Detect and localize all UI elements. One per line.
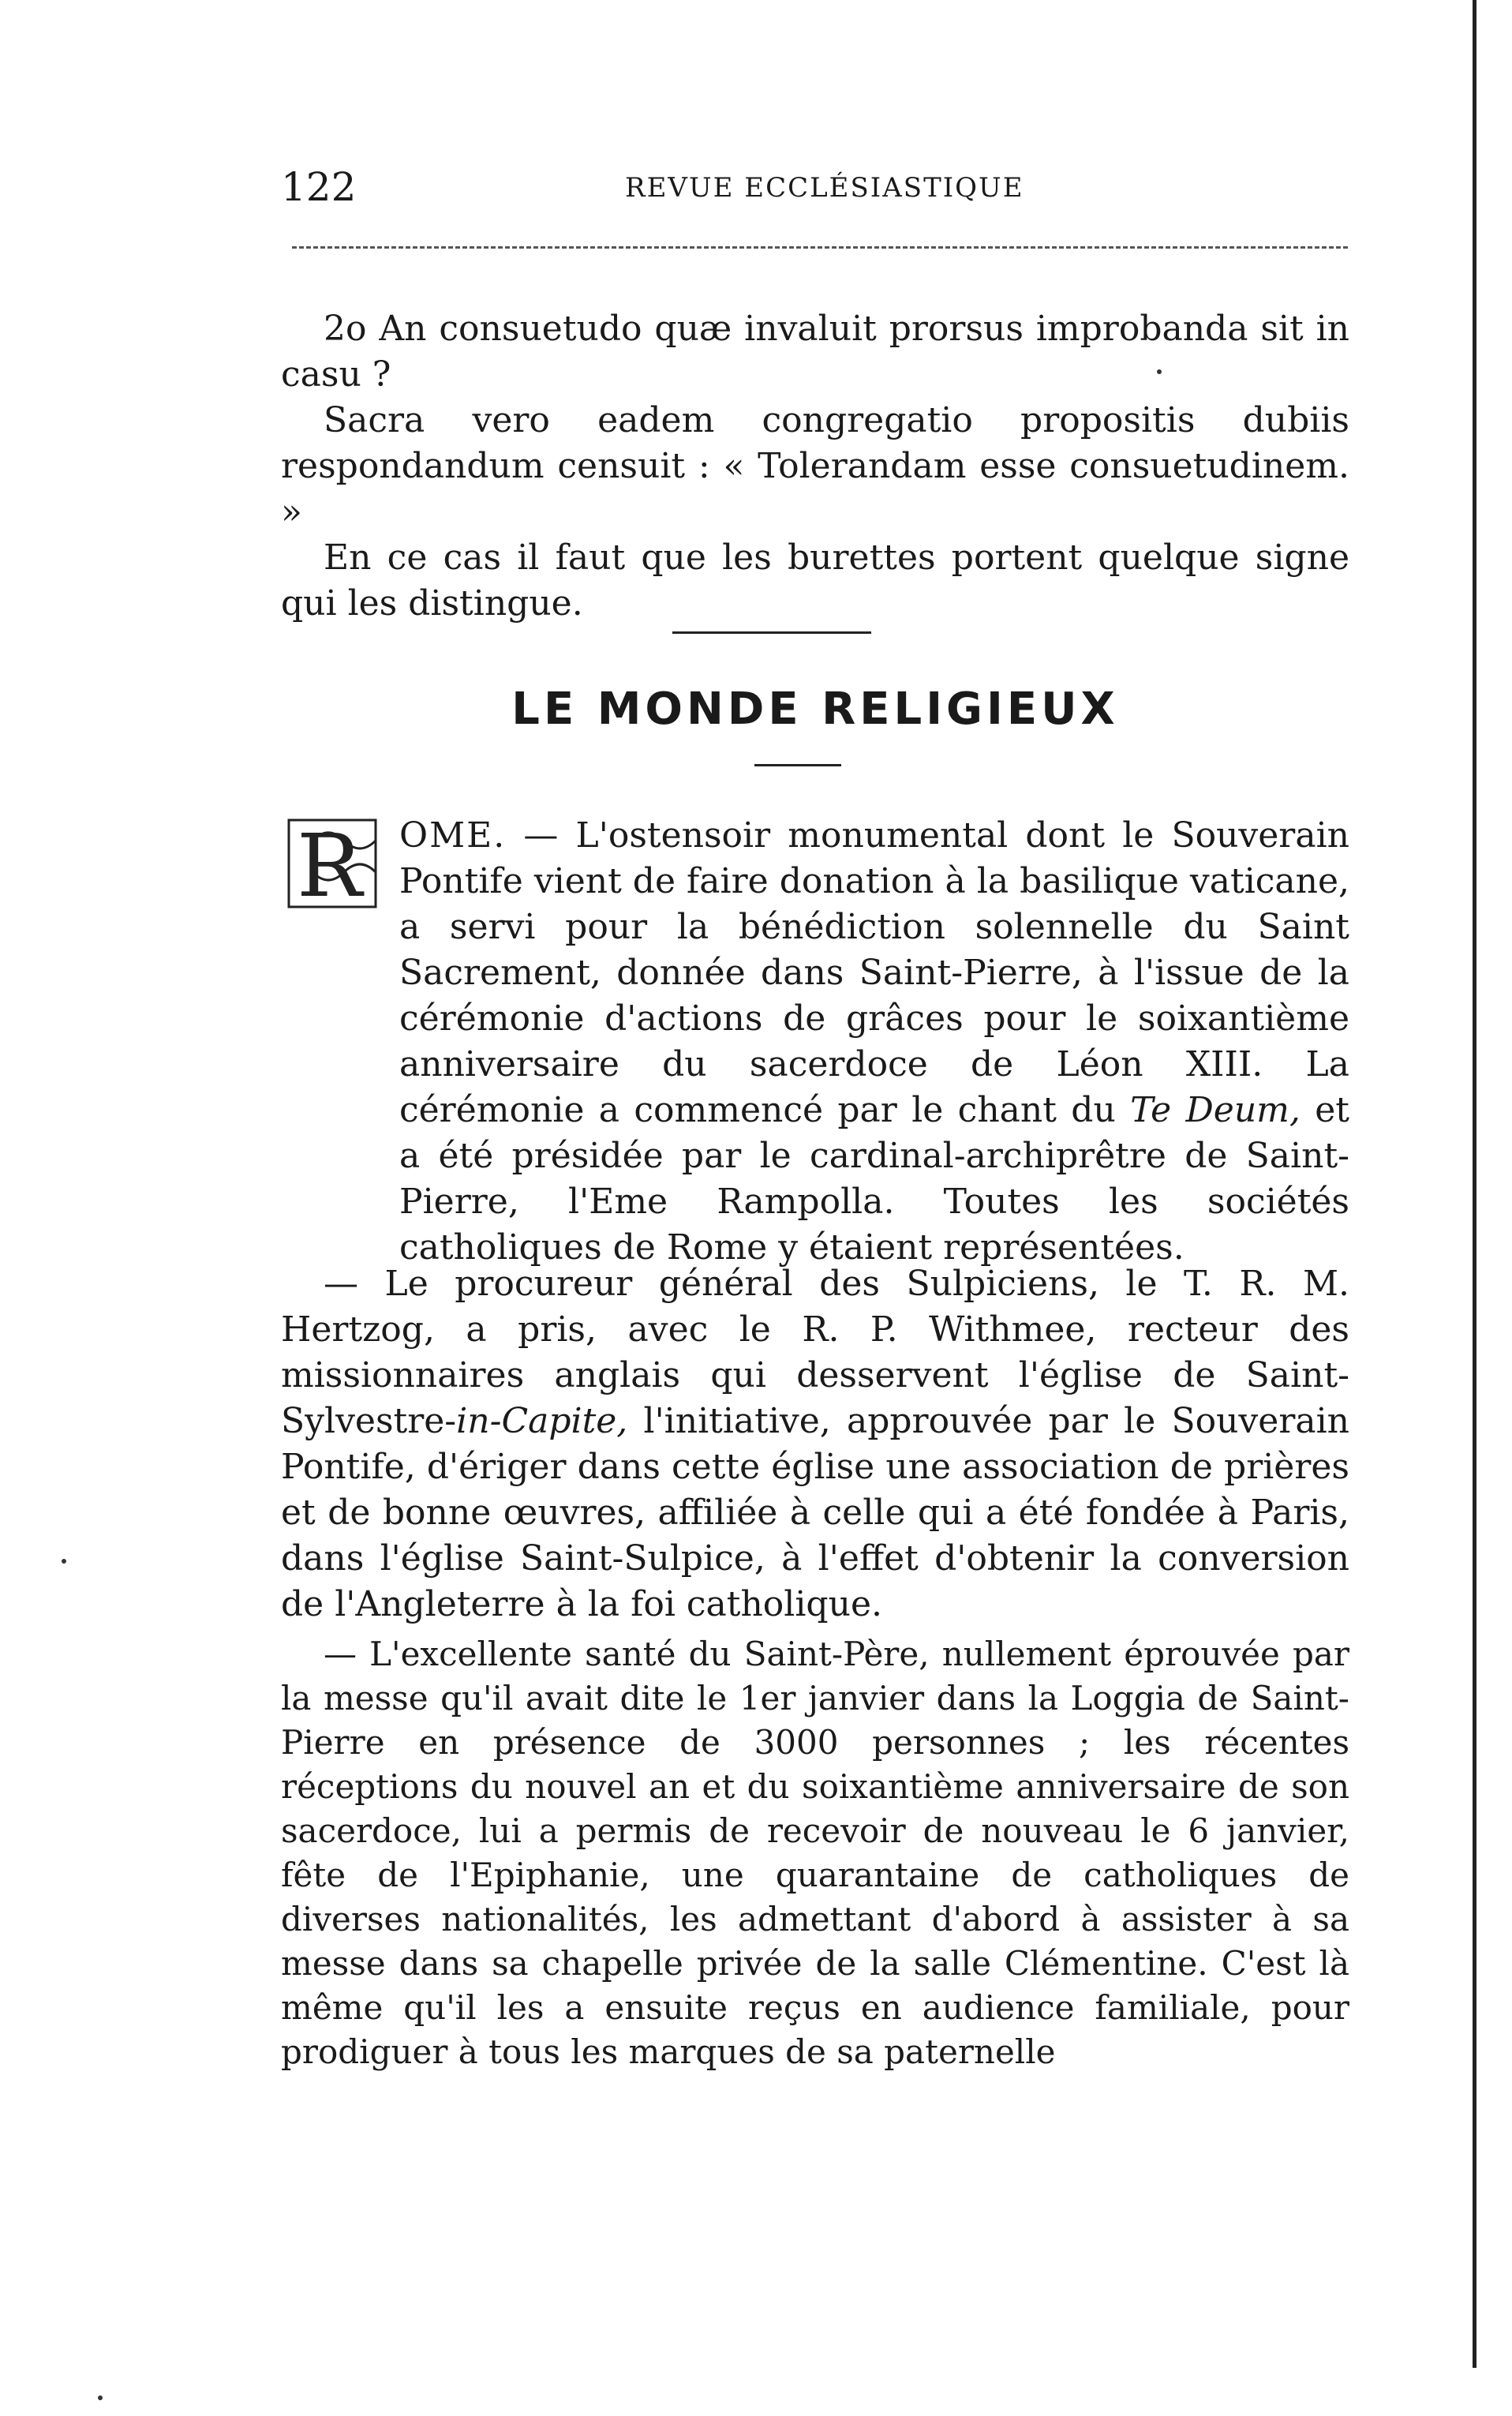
sulpiciens-text-b: l'initiative, approuvée par le Souverain Pontife, d'ériger dans cette église une association de prières et de bonne œuvres, affiliée à celle qui a été fondée à Paris, dans l'église Saint-Sulpice, à l'effet d'obtenir la conversion de l'Angleterre à la foi catholique. <box>281 1401 1349 1624</box>
sulpiciens-text-a: — Le procureur général des Sulpiciens, le T. R. M. Hertzog, a pris, avec le R. P. Withmee, recteur des missionnaires anglais qui desservent l'église de Saint-Sylvestre- <box>281 1264 1349 1441</box>
header-rule <box>292 246 1348 249</box>
page-header <box>281 164 1348 212</box>
title-underline-rule <box>754 764 841 766</box>
rome-paragraph <box>281 813 1349 1271</box>
pope-health-block <box>281 1632 1349 2074</box>
question-paragraph: 2o An consuetudo quæ invaluit prorsus improbanda sit in casu ? <box>281 309 1349 395</box>
print-speck <box>98 2395 103 2400</box>
section-separator-rule <box>672 631 871 634</box>
page-number: 122 <box>281 164 357 210</box>
te-deum: Te Deum, <box>1130 1090 1301 1130</box>
sulpiciens-paragraph <box>281 1261 1349 1628</box>
rome-lead: OME. <box>399 815 507 856</box>
in-capite: in-Capite, <box>456 1401 628 1441</box>
section-title: LE MONDE RELIGIEUX <box>511 684 1119 735</box>
print-speck <box>62 1559 66 1564</box>
pope-health-paragraph: — L'excellente santé du Saint-Père, nullement éprouvée par la messe qu'il avait dite le 1er janvier dans la Loggia de Saint-Pierre en présence de 3000 personnes ; les récentes réceptions du nouvel an et du soixantième anniversaire de son sacerdoce, lui a permis de recevoir de nouveau le 6 janvier, fête de l'Epiphanie, une quarantaine de catholiques de diverses nationalités, les admettant d'abord à assister à sa messe dans sa chapelle privée de la salle Clémentine. C'est là même qu'il les a ensuite reçus en audience familiale, pour prodiguer à tous les marques de sa paternelle <box>281 1635 1349 2071</box>
opening-text-block <box>281 306 1349 627</box>
response-paragraph: Sacra vero eadem congregatio propositis dubiis respondandum censuit : « Tolerandam esse consuetudinem. » <box>281 400 1349 532</box>
rome-text: — L'ostensoir monumental dont le Souverain Pontife vient de faire donation à la basilique vaticane, a servi pour la bénédiction solennelle du Saint Sacrement, donnée dans Saint-Pierre, à l'issue de la cérémonie d'actions de grâces pour le soixantième anniversaire du sacerdoce de Léon XIII. La cérémonie a commencé par le chant du <box>399 815 1349 1130</box>
rome-text-end: et a été présidée par le cardinal-archiprêtre de Saint-Pierre, l'Eme Rampolla. Toutes les sociétés catholiques de Rome y étaient représentées. <box>399 1090 1349 1268</box>
sulpiciens-block <box>281 1261 1349 1628</box>
dropcap-letter: R <box>297 817 362 912</box>
note-paragraph: En ce cas il faut que les burettes portent quelque signe qui les distingue. <box>281 538 1349 624</box>
running-head: REVUE ECCLÉSIASTIQUE <box>625 172 1024 204</box>
print-speck <box>1157 369 1162 374</box>
page-edge-shadow <box>1473 0 1476 2368</box>
